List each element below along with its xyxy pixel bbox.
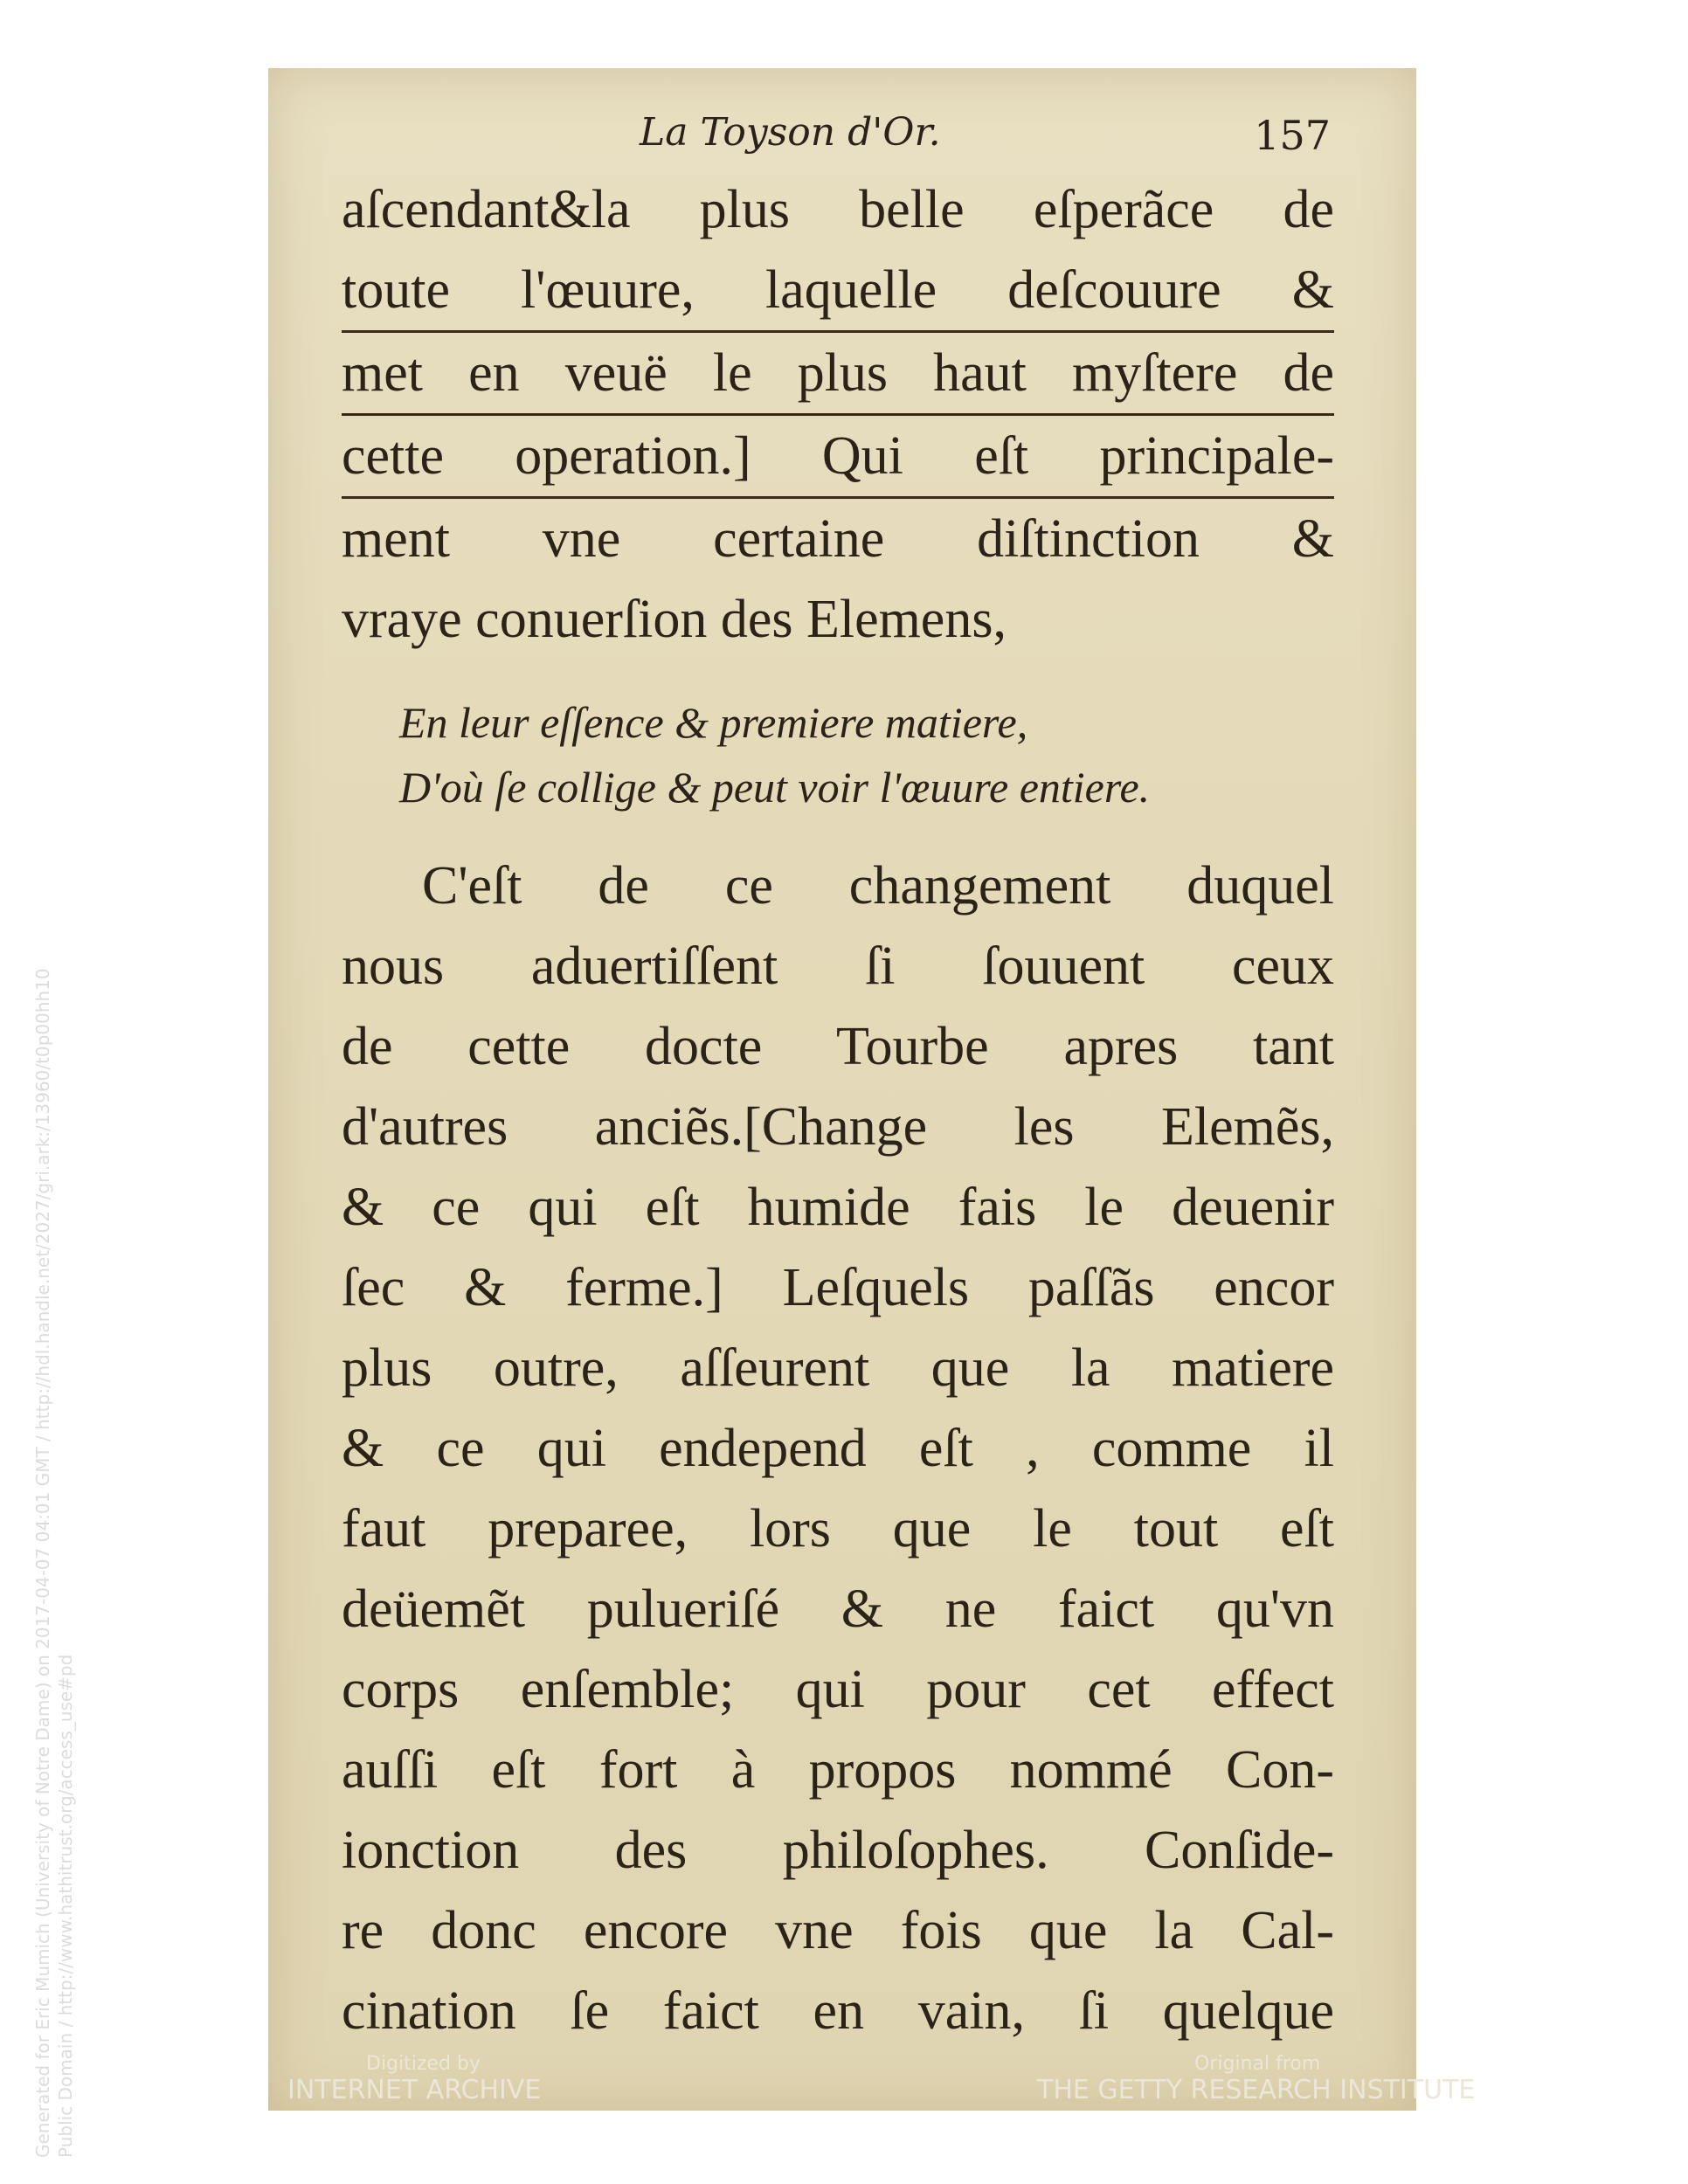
paragraph-2 [342, 846, 1334, 2051]
text-line: & ce qui eſt humide fais le deuenir [342, 1178, 1334, 1237]
watermark-line-1: Generated for Eric Mumich (University of Notre Dame) on 2017-04-07 04:01 GMT / http://hdl.handle.net/2027/gri.ark:/13960/t0p00hh10 [32, 968, 53, 2158]
text-line: vraye conuerſion des Elemens, [342, 590, 1007, 649]
text-line: ionction des philoſophes. Conſide- [342, 1821, 1334, 1880]
text-line: ment vne certaine diſtinction & [342, 509, 1334, 569]
internet-archive-logo-text: INTERNET ARCHIVE [287, 2075, 542, 2105]
text-line: toute l'œuure, laquelle deſcouure & [342, 250, 1334, 333]
text-line: C'eſt de ce changement duquel [422, 856, 1334, 916]
text-line: deüemẽt pulueriſé & ne faict qu'vn [342, 1579, 1334, 1639]
digitized-by-credit [287, 2053, 541, 2105]
running-head: La Toyson d'Or. [640, 110, 941, 155]
verse-line: D'où ſe collige & peut voir l'œuure entiere. [399, 763, 1151, 812]
getty-institute-text: THE GETTY RESEARCH INSTITUTE [1037, 2075, 1476, 2105]
text-line: re donc encore vne fois que la Cal- [342, 1901, 1334, 1960]
text-line: auſſi eſt fort à propos nommé Con- [342, 1740, 1334, 1800]
text-line: d'autres anciẽs.[Change les Elemẽs, [342, 1097, 1334, 1157]
page-number: 157 [1254, 112, 1331, 159]
text-line: corps enſemble; qui pour cet effect [342, 1660, 1334, 1719]
digitized-by-label: Digitized by [366, 2053, 481, 2075]
watermark-line-2: Public Domain / http://www.hathitrust.org/access_use#pd [55, 1654, 76, 2158]
text-line: nous aduertiſſent ſi ſouuent ceux [342, 936, 1334, 996]
text-line: & ce qui endepend eſt , comme il [342, 1419, 1334, 1478]
text-line: aſcendant&la plus belle eſperãce de [342, 180, 1334, 239]
text-line: plus outre, aſſeurent que la matiere [342, 1338, 1334, 1398]
text-line: cette operation.] Qui eſt principale- [342, 416, 1334, 499]
verse-line: En leur eſſence & premiere matiere, [399, 698, 1028, 747]
original-from-label: Original from [1194, 2053, 1321, 2075]
scanned-page [268, 68, 1476, 2111]
text-line: met en veuë le plus haut myſtere de [342, 333, 1334, 416]
hathitrust-watermark [31, 795, 77, 2158]
original-from-credit [1037, 2053, 1475, 2105]
verse-couplet [399, 690, 1325, 819]
text-line: ſec & ferme.] Leſquels paſſãs encor [342, 1258, 1334, 1317]
text-line: faut preparee, lors que le tout eſt [342, 1499, 1334, 1559]
text-line: cination ſe faict en vain, ſi quelque [342, 1981, 1334, 2041]
paragraph-1 [342, 169, 1334, 660]
text-line: de cette docte Tourbe apres tant [342, 1017, 1334, 1076]
